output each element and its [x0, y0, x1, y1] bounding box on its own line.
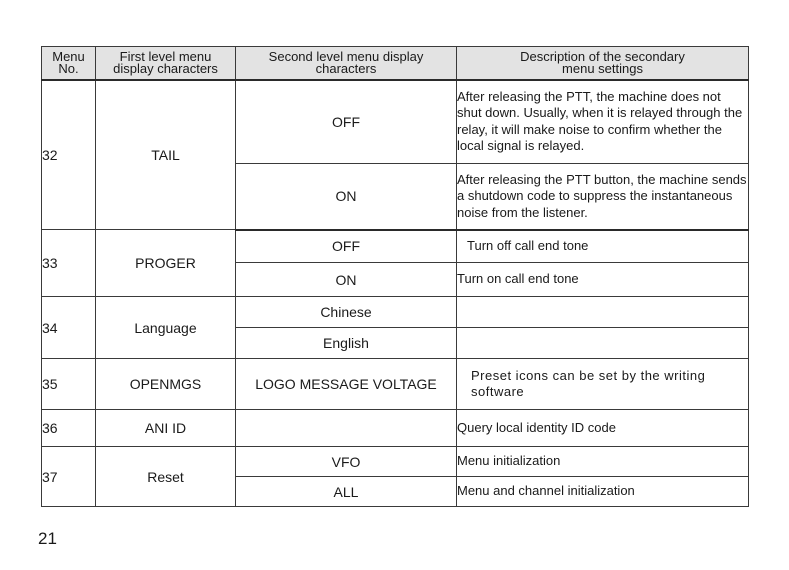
option-description: Turn on call end tone: [457, 263, 749, 297]
header-menu-no: Menu No.: [42, 47, 96, 80]
table-row: [42, 230, 749, 263]
table-row: [42, 359, 749, 410]
table-row: [42, 410, 749, 447]
option-description: Turn off call end tone: [457, 230, 749, 263]
second-level-option: LOGO MESSAGE VOLTAGE: [236, 359, 457, 410]
option-description: Query local identity ID code: [457, 410, 749, 447]
option-description: [457, 328, 749, 359]
second-level-option: English: [236, 328, 457, 359]
option-description: [457, 297, 749, 328]
second-level-option: ON: [236, 164, 457, 230]
option-description: After releasing the PTT button, the machine sends a shutdown code to suppress the instantaneous noise from the listener.: [457, 164, 749, 230]
header-first-level: First level menu display characters: [96, 47, 236, 80]
second-level-option: ON: [236, 263, 457, 297]
first-level-label: PROGER: [96, 230, 236, 297]
option-description: Menu and channel initialization: [457, 477, 749, 507]
second-level-option: [236, 410, 457, 447]
menu-settings-table: [41, 46, 749, 507]
second-level-option: VFO: [236, 447, 457, 477]
option-description: Menu initialization: [457, 447, 749, 477]
menu-number: 32: [42, 80, 96, 230]
second-level-option: Chinese: [236, 297, 457, 328]
menu-number: 34: [42, 297, 96, 359]
header-row: [42, 47, 749, 80]
menu-number: 35: [42, 359, 96, 410]
menu-number: 36: [42, 410, 96, 447]
header-description: Description of the secondary menu settings: [457, 47, 749, 80]
table-row: [42, 297, 749, 328]
first-level-label: TAIL: [96, 80, 236, 230]
first-level-label: OPENMGS: [96, 359, 236, 410]
first-level-label: Language: [96, 297, 236, 359]
header-second-level: Second level menu display characters: [236, 47, 457, 80]
table-row: [42, 447, 749, 477]
table-row: [42, 80, 749, 164]
second-level-option: ALL: [236, 477, 457, 507]
menu-number: 33: [42, 230, 96, 297]
first-level-label: Reset: [96, 447, 236, 507]
second-level-option: OFF: [236, 230, 457, 263]
first-level-label: ANI ID: [96, 410, 236, 447]
option-description: Preset icons can be set by the writing software: [457, 359, 749, 410]
option-description: After releasing the PTT, the machine does not shut down. Usually, when it is relayed through the relay, it will make noise to confirm whether the local signal is relayed.: [457, 80, 749, 164]
menu-number: 37: [42, 447, 96, 507]
page-number: 21: [38, 529, 57, 548]
second-level-option: OFF: [236, 80, 457, 164]
